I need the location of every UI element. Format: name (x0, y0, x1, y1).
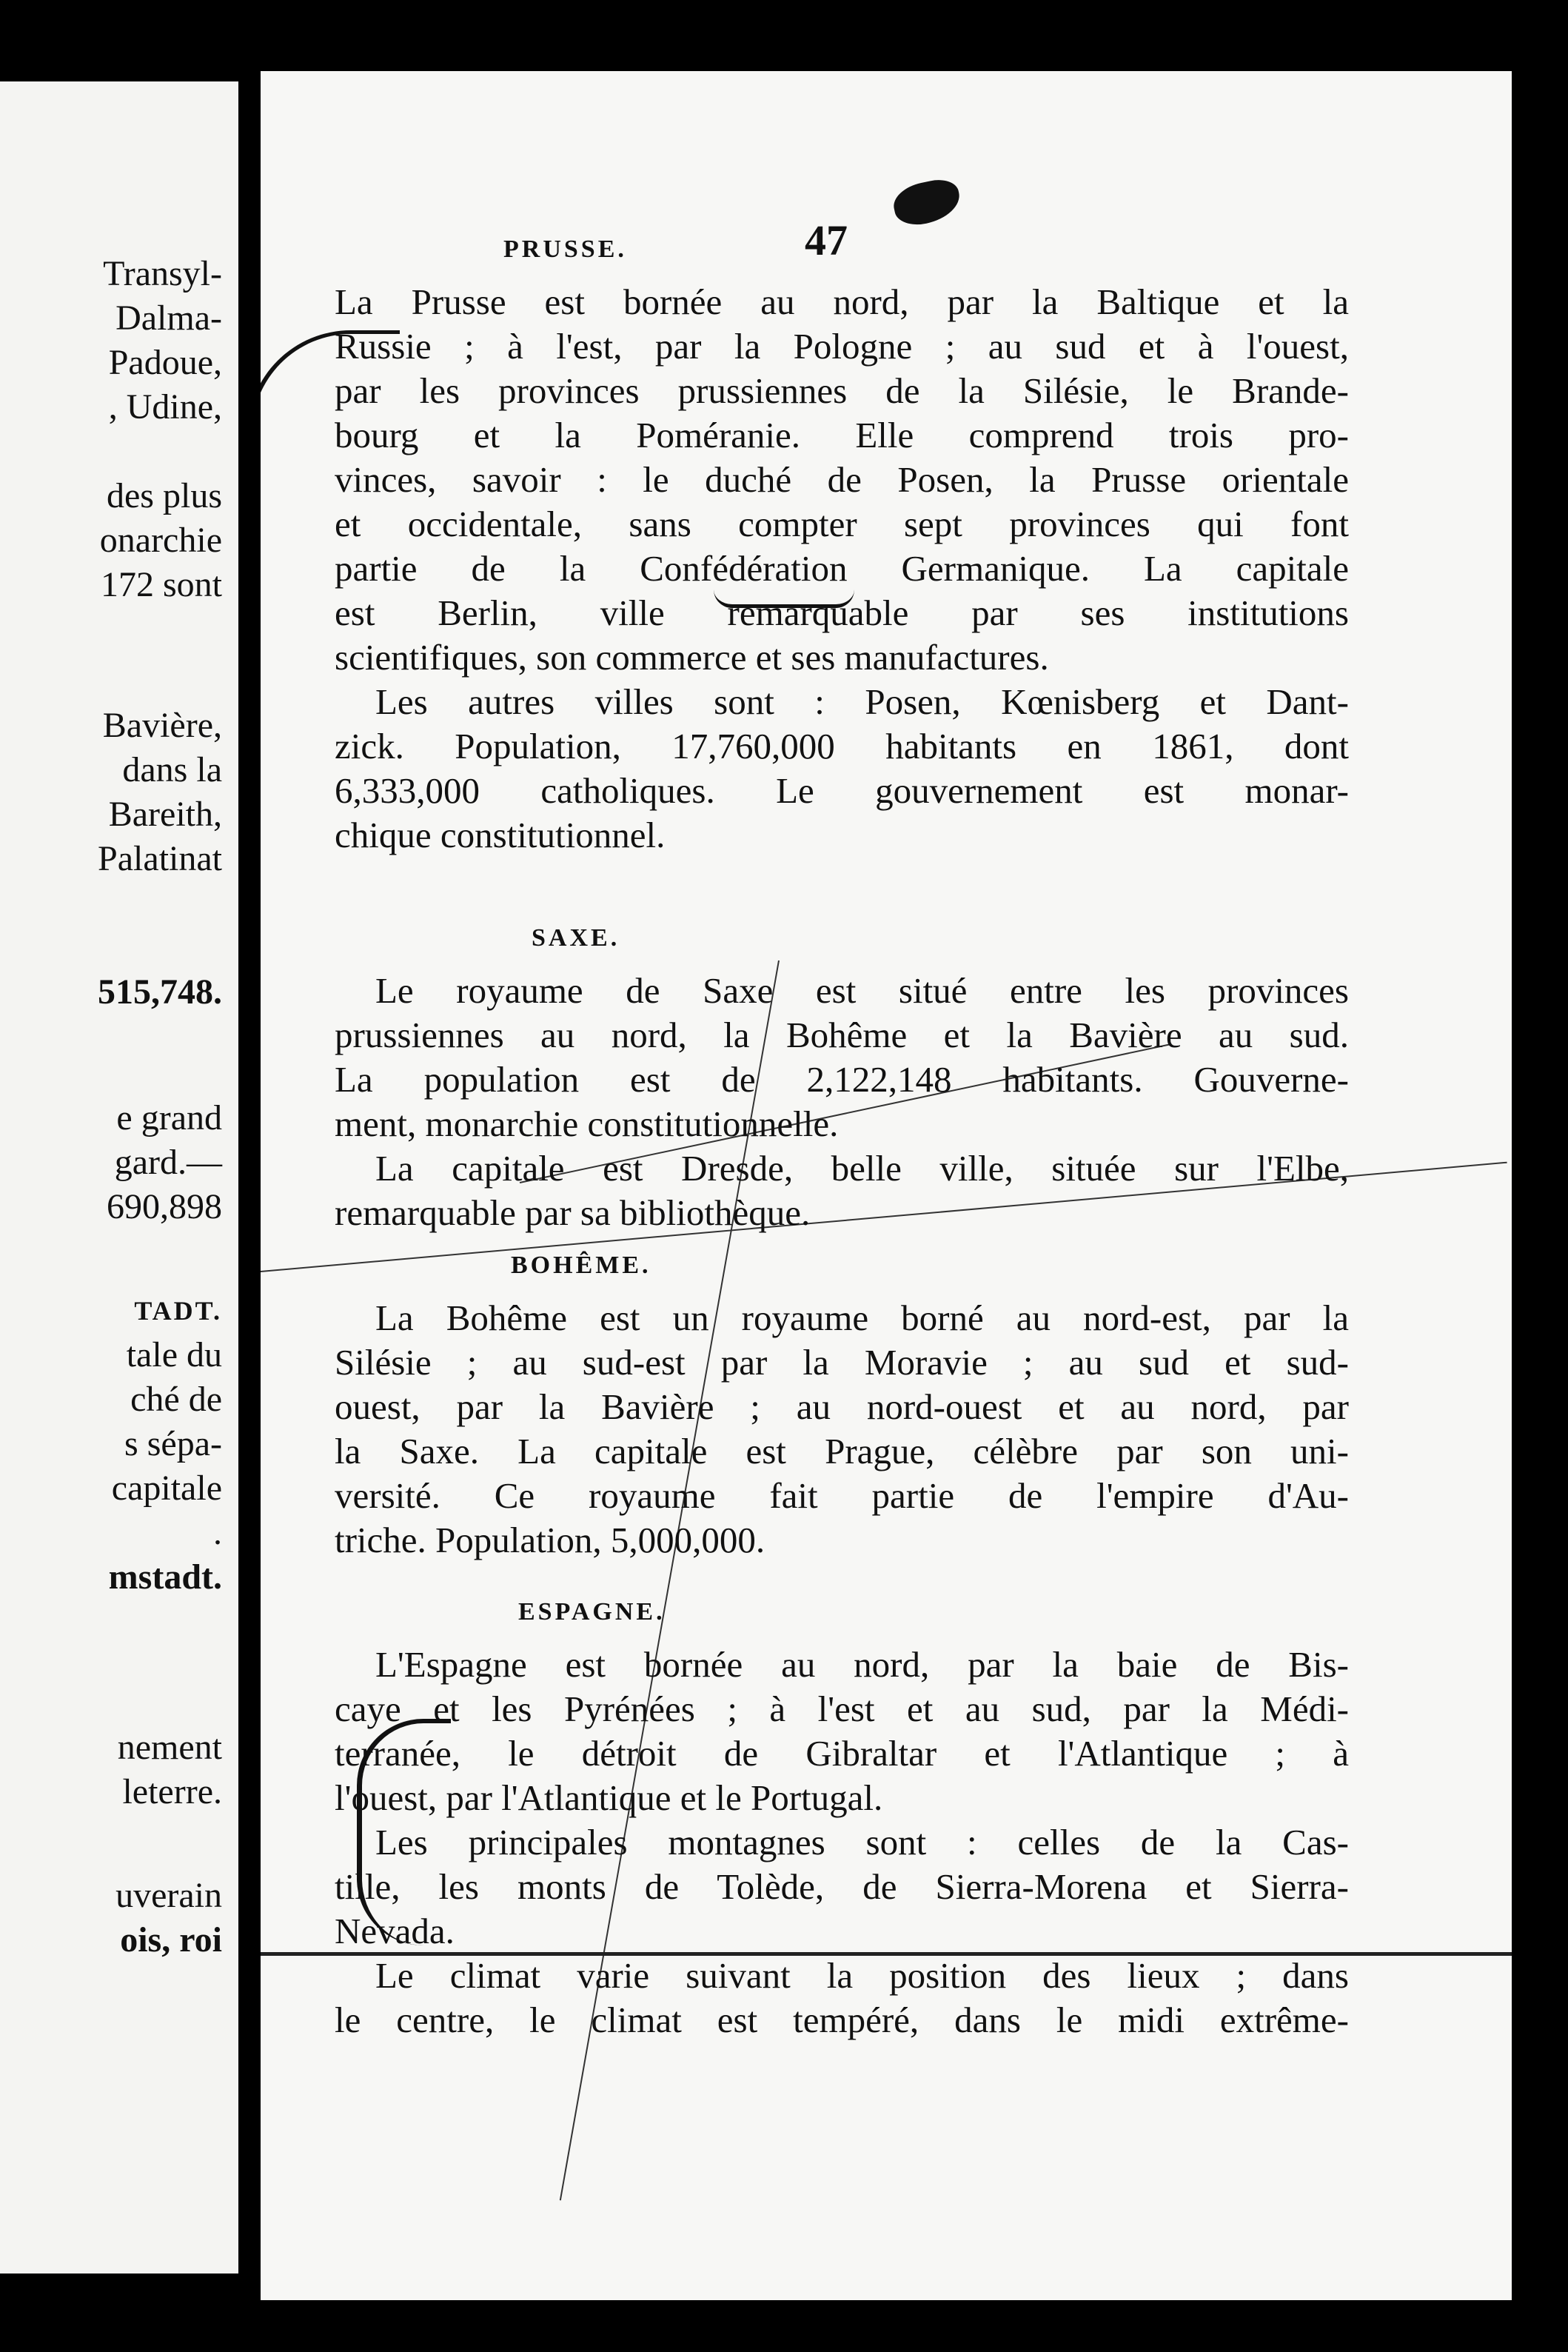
paragraph-line: est Berlin, ville remarquable par ses institutions (335, 592, 1349, 633)
paragraph-line: scientifiques, son commerce et ses manufactures. (335, 637, 1049, 678)
left-page-line: 515,748. (98, 972, 222, 1012)
left-page-line: 690,898 (107, 1187, 222, 1226)
section-heading: PRUSSE. (503, 235, 627, 263)
paragraph-line: le centre, le climat est tempéré, dans le midi extrême- (335, 1999, 1349, 2040)
left-page-line: 172 sont (100, 565, 222, 604)
left-page-line: gard.— (114, 1143, 222, 1182)
left-page-line: uverain (115, 1876, 222, 1915)
left-page-line: Bavière, (102, 706, 222, 745)
left-page-line: Dalma- (115, 298, 222, 338)
paragraph-line: triche. Population, 5,000,000. (335, 1520, 765, 1560)
paragraph-line: la Saxe. La capitale est Prague, célèbre par son uni- (335, 1431, 1349, 1471)
left-page-line: . (213, 1513, 222, 1552)
left-page-line: dans la (122, 750, 222, 789)
paragraph-line: La Prusse est bornée au nord, par la Baltique et la (335, 281, 1349, 322)
paragraph-line: tille, les monts de Tolède, de Sierra-Morena et Sierra- (335, 1866, 1349, 1907)
paragraph-line: ouest, par la Bavière ; au nord-ouest et au nord, par (335, 1386, 1349, 1427)
paragraph-line: remarquable par sa bibliothèque. (335, 1192, 811, 1233)
paragraph-line: Le royaume de Saxe est situé entre les provinces (375, 970, 1349, 1011)
paragraph-line: vinces, savoir : le duché de Posen, la Prusse orientale (335, 459, 1349, 500)
paragraph-line: 6,333,000 catholiques. Le gouvernement est monar- (335, 770, 1349, 811)
left-page-fragment (0, 81, 238, 2274)
left-page-line: ché de (130, 1380, 222, 1419)
paragraph-line: L'Espagne est bornée au nord, par la baie de Bis- (375, 1644, 1349, 1685)
paragraph-line: La capitale est Dresde, belle ville, située sur l'Elbe, (375, 1148, 1349, 1189)
left-page-line: TADT. (134, 1296, 222, 1326)
page-gutter (238, 0, 261, 2352)
paragraph-line: Russie ; à l'est, par la Pologne ; au sud et à l'ouest, (335, 326, 1349, 367)
left-page-line: Padoue, (108, 343, 222, 382)
paragraph-line: prussiennes au nord, la Bohême et la Bavière au sud. (335, 1015, 1349, 1055)
paragraph-line: par les provinces prussiennes de la Silésie, le Brande- (335, 370, 1349, 411)
left-page-line: des plus (107, 476, 222, 515)
left-page-line: nement (117, 1728, 222, 1767)
paragraph-line: Le climat varie suivant la position des lieux ; dans (375, 1955, 1349, 1996)
paragraph-line: Silésie ; au sud-est par la Moravie ; au sud et sud- (335, 1342, 1349, 1383)
left-page-line: , Udine, (108, 387, 222, 427)
paragraph-line: La Bohême est un royaume borné au nord-est, par la (375, 1297, 1349, 1338)
left-page-line: Bareith, (108, 795, 222, 834)
paragraph-line: Les autres villes sont : Posen, Kœnisberg et Dant- (375, 681, 1349, 722)
paragraph-line: Nevada. (335, 1911, 455, 1951)
left-page-line: onarchie (99, 521, 222, 560)
paragraph-line: et occidentale, sans compter sept provinces qui font (335, 504, 1349, 544)
paragraph-line: terranée, le détroit de Gibraltar et l'Atlantique ; à (335, 1733, 1349, 1774)
paragraph-line: chique constitutionnel. (335, 815, 666, 855)
paragraph-line: versité. Ce royaume fait partie de l'empire d'Au- (335, 1475, 1349, 1516)
section-heading: ESPAGNE. (518, 1598, 666, 1626)
left-page-line: Palatinat (98, 839, 222, 878)
left-page-line: s sépa- (124, 1424, 222, 1463)
paragraph-line: ment, monarchie constitutionnelle. (335, 1103, 839, 1144)
left-page-line: e grand (116, 1098, 222, 1137)
left-page-line: capitale (111, 1469, 222, 1508)
left-page-line: tale du (126, 1335, 222, 1374)
section-heading: SAXE. (532, 924, 620, 952)
left-page-line: ois, roi (120, 1920, 222, 1960)
paragraph-line: partie de la Confédération Germanique. La capitale (335, 548, 1349, 589)
ink-blot (890, 176, 963, 230)
page-number: 47 (805, 216, 848, 264)
paragraph-line: zick. Population, 17,760,000 habitants en 1861, dont (335, 726, 1349, 766)
main-page (261, 71, 1512, 2300)
paragraph-line: Les principales montagnes sont : celles de la Cas- (375, 1822, 1349, 1862)
left-page-line: Transyl- (103, 254, 222, 293)
left-page-line: leterre. (122, 1772, 222, 1811)
section-heading: BOHÊME. (511, 1252, 651, 1279)
left-page-line: mstadt. (108, 1557, 222, 1597)
paragraph-line: bourg et la Poméranie. Elle comprend trois pro- (335, 415, 1349, 455)
paragraph-line: La population est de 2,122,148 habitants. Gouverne- (335, 1059, 1349, 1100)
paragraph-line: l'ouest, par l'Atlantique et le Portugal. (335, 1777, 883, 1818)
paragraph-line: caye et les Pyrénées ; à l'est et au sud, par la Médi- (335, 1688, 1349, 1729)
